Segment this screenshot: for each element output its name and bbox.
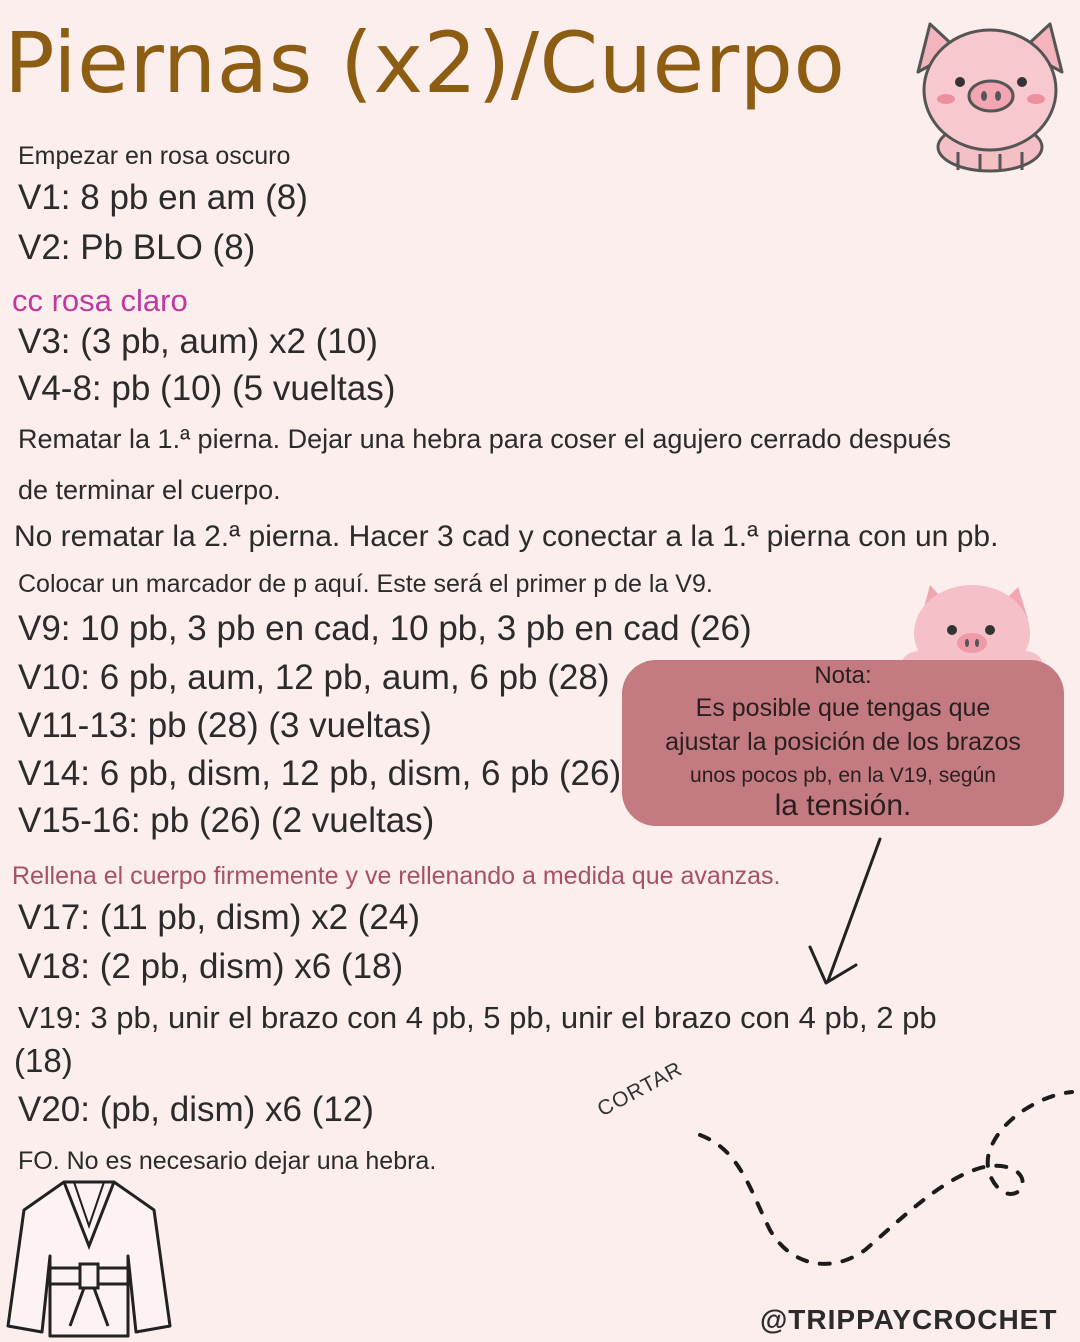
- note-text: Es posible que tengas que: [695, 694, 991, 722]
- pig-sitting-icon: [900, 2, 1080, 174]
- round-line: V2: Pb BLO (8): [18, 228, 256, 267]
- instruction-line: Empezar en rosa oscuro: [18, 142, 291, 170]
- round-line: V18: (2 pb, dism) x6 (18): [18, 947, 404, 986]
- instruction-line: Colocar un marcador de p aquí. Este será el primer p de la V9.: [18, 570, 713, 598]
- cut-label: CORTAR: [593, 1057, 687, 1122]
- round-line: V10: 6 pb, aum, 12 pb, aum, 6 pb (28): [18, 658, 610, 697]
- round-line: V11-13: pb (28) (3 vueltas): [18, 706, 432, 745]
- stuffing-note: Rellena el cuerpo firmemente y ve rellenando a medida que avanzas.: [12, 862, 781, 890]
- round-line: V20: (pb, dism) x6 (12): [18, 1090, 374, 1129]
- instruction-line: Rematar la 1.ª pierna. Dejar una hebra para coser el agujero cerrado después: [18, 424, 952, 454]
- dashed-cut-line-icon: [680, 1080, 1075, 1280]
- round-line: V14: 6 pb, dism, 12 pb, dism, 6 pb (26): [18, 754, 622, 793]
- instruction-line: FO. No es necesario dejar una hebra.: [18, 1147, 437, 1175]
- author-handle: @TRIPPAYCROCHET: [760, 1304, 1058, 1335]
- round-line: V15-16: pb (26) (2 vueltas): [18, 801, 435, 840]
- note-heading: Nota:: [814, 662, 872, 689]
- color-change-note: cc rosa claro: [12, 283, 188, 318]
- round-line: V17: (11 pb, dism) x2 (24): [18, 898, 421, 937]
- note-box: [622, 660, 1064, 826]
- instruction-line: No rematar la 2.ª pierna. Hacer 3 cad y conectar a la 1.ª pierna con un pb.: [14, 520, 999, 553]
- round-line: V4-8: pb (10) (5 vueltas): [18, 369, 396, 408]
- kimono-icon: [4, 1176, 174, 1342]
- round-line: V9: 10 pb, 3 pb en cad, 10 pb, 3 pb en cad (26): [18, 609, 752, 648]
- note-text: unos pocos pb, en la V19, según: [690, 764, 996, 787]
- page-title: Piernas (x2)/Cuerpo: [4, 14, 846, 112]
- round-line: V1: 8 pb en am (8): [18, 178, 308, 217]
- round-line: V19: 3 pb, unir el brazo con 4 pb, 5 pb, unir el brazo con 4 pb, 2 pb: [18, 1000, 937, 1035]
- arrow-icon: [800, 835, 890, 995]
- note-text: la tensión.: [774, 789, 912, 822]
- note-text: ajustar la posición de los brazos: [665, 728, 1021, 756]
- round-line-continuation: (18): [14, 1042, 73, 1079]
- round-line: V3: (3 pb, aum) x2 (10): [18, 322, 378, 361]
- instruction-line: de terminar el cuerpo.: [18, 475, 281, 505]
